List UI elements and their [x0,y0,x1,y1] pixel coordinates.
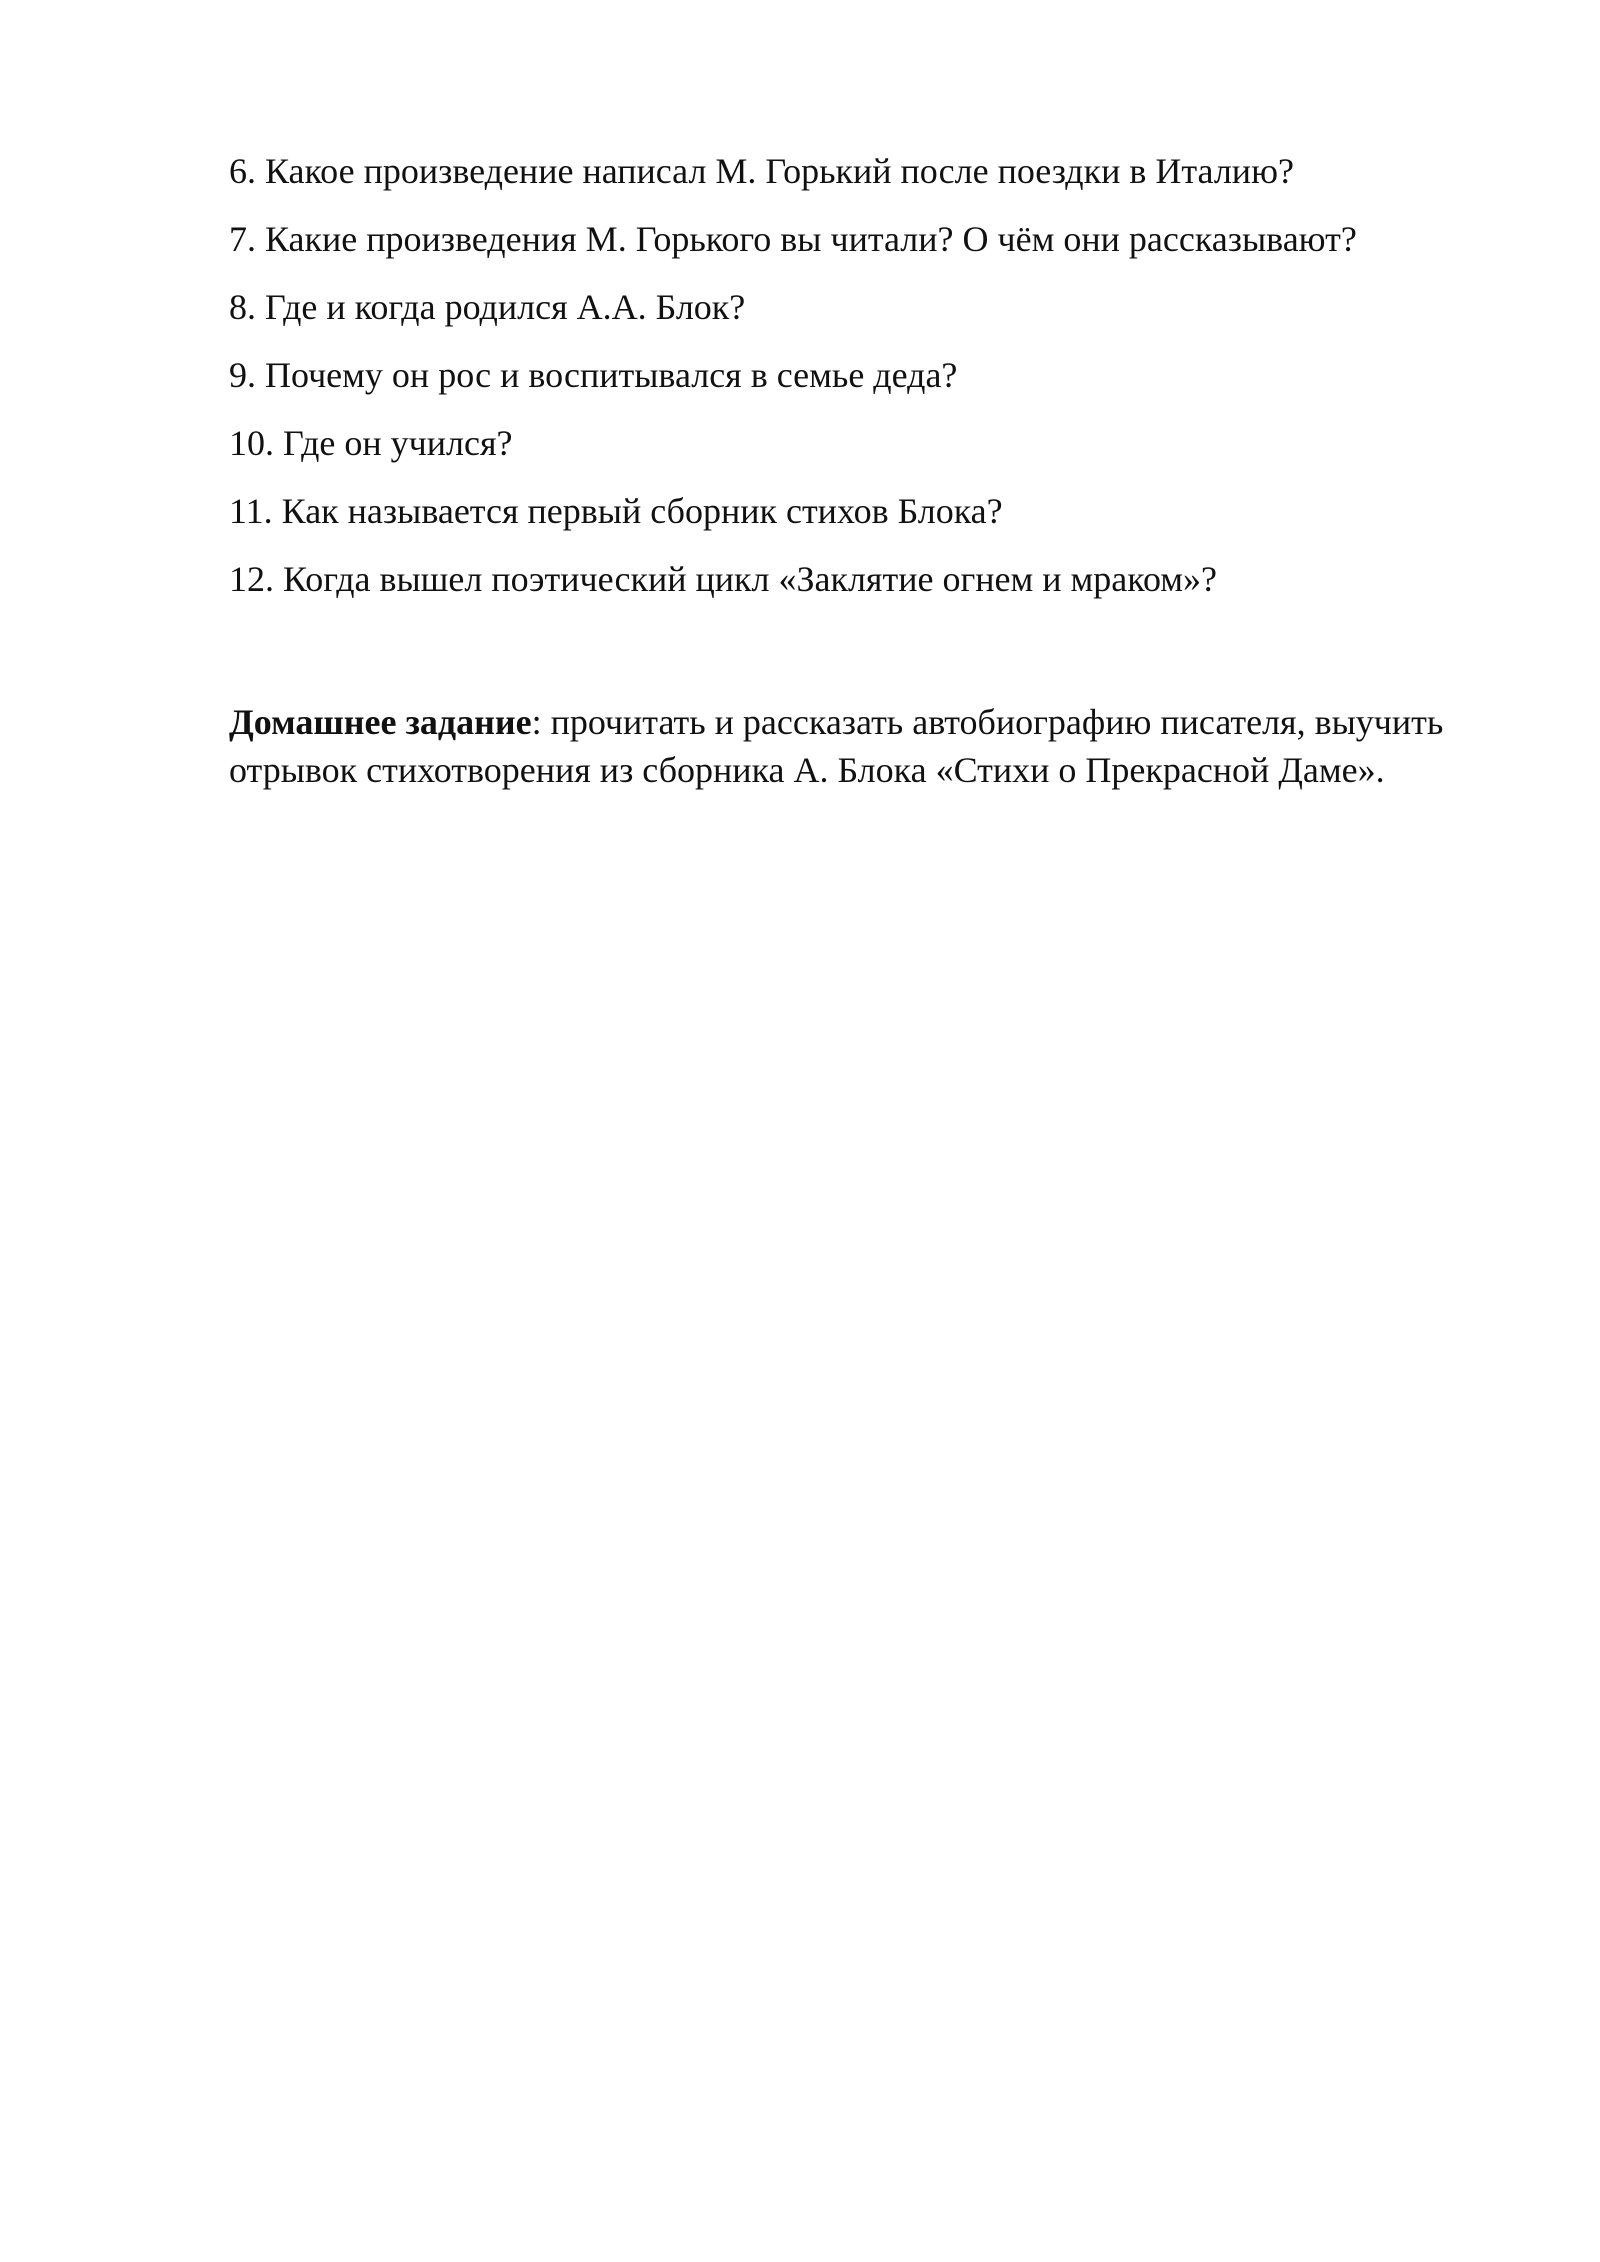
homework-text: : прочитать и рассказать автобиографию писателя, выучить отрывок стихотворения из сборника А. Блока «Стихи о Прекрасной Даме». [229,702,1444,790]
question-item: 10. Где он учился? [229,423,513,463]
question-item: 6. Какое произведение написал М. Горький после поездки в Италию? [229,151,1294,191]
question-item: 7. Какие произведения М. Горького вы читали? О чём они рассказывают? [229,219,1357,259]
question-item: 12. Когда вышел поэтический цикл «Заклятие огнем и мраком»? [229,559,1218,599]
question-item: 9. Почему он рос и воспитывался в семье деда? [229,355,958,395]
homework-paragraph [229,698,1489,794]
question-list [229,150,1479,626]
question-item: 8. Где и когда родился А.А. Блок? [229,287,746,327]
question-item: 11. Как называется первый сборник стихов Блока? [229,491,1003,531]
homework-label: Домашнее задание [229,702,532,742]
